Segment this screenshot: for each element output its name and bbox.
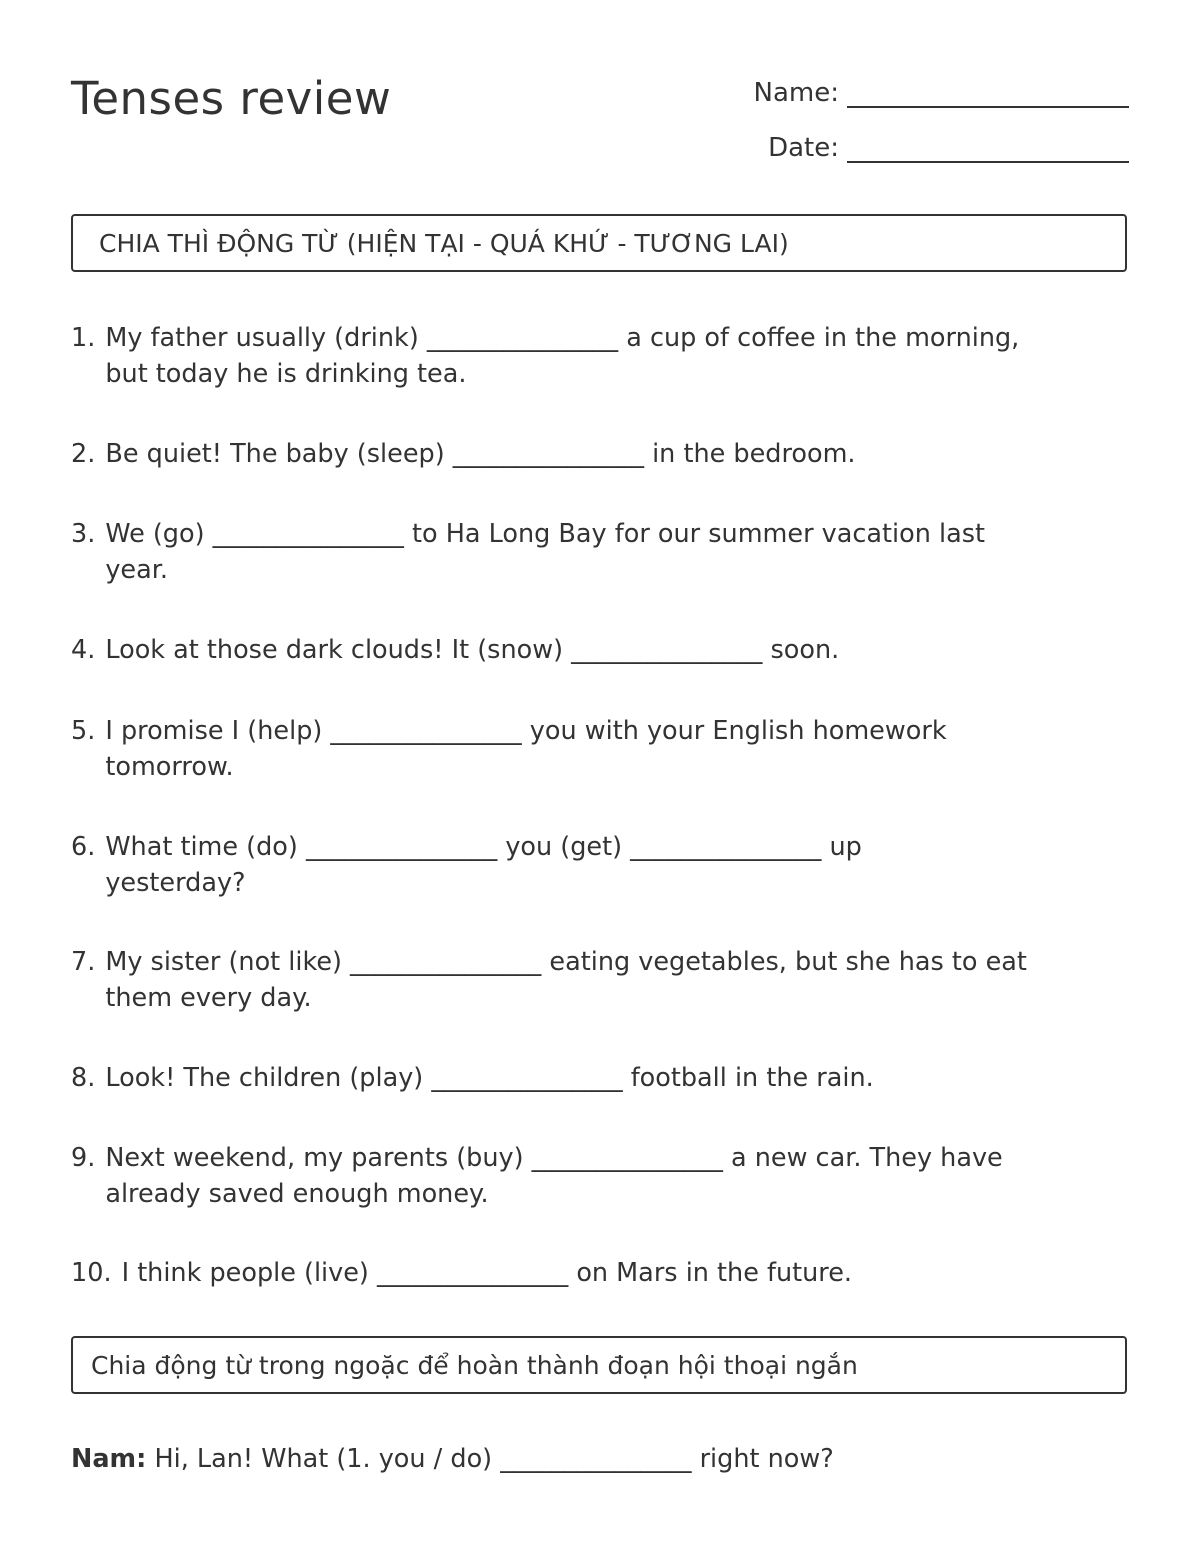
exercise-item-7 bbox=[71, 944, 1131, 1016]
exercise-item-1 bbox=[71, 320, 1131, 392]
exercise-item-10 bbox=[71, 1255, 1131, 1291]
item-number: 1. bbox=[71, 323, 96, 353]
item-text[interactable]: My father usually (drink) _______________ a cup of coffee in the morning, but today he is drinking tea. bbox=[105, 323, 1020, 389]
item-text[interactable]: I think people (live) _______________ on Mars in the future. bbox=[121, 1258, 853, 1288]
item-number: 8. bbox=[71, 1063, 96, 1093]
name-input-line[interactable] bbox=[847, 82, 1129, 108]
item-number: 5. bbox=[71, 716, 96, 746]
speaker-name: Nam: bbox=[71, 1444, 147, 1474]
date-input-line[interactable] bbox=[847, 137, 1129, 163]
item-number: 7. bbox=[71, 947, 96, 977]
exercise-item-3 bbox=[71, 516, 1131, 588]
item-text[interactable]: I promise I (help) _______________ you with your English homework tomorrow. bbox=[105, 716, 947, 782]
item-text[interactable]: My sister (not like) _______________ eating vegetables, but she has to eat them every day. bbox=[105, 947, 1027, 1013]
item-text[interactable]: Look! The children (play) _______________ football in the rain. bbox=[105, 1063, 874, 1093]
item-text[interactable]: Next weekend, my parents (buy) _______________ a new car. They have already saved enough money. bbox=[105, 1143, 1003, 1209]
section-1-heading: CHIA THÌ ĐỘNG TỪ (HIỆN TẠI - QUÁ KHỨ - TƯƠNG LAI) bbox=[99, 228, 789, 258]
item-text[interactable]: Look at those dark clouds! It (snow) _______________ soon. bbox=[105, 635, 840, 665]
date-label: Date: bbox=[768, 133, 839, 163]
date-field[interactable] bbox=[768, 133, 1129, 163]
page-title: Tenses review bbox=[71, 72, 392, 125]
item-number: 4. bbox=[71, 635, 96, 665]
exercise-item-2 bbox=[71, 436, 1131, 472]
section-1-heading-box bbox=[71, 214, 1127, 272]
dialog-line-1 bbox=[71, 1441, 834, 1477]
exercise-item-5 bbox=[71, 713, 1131, 785]
exercise-item-6 bbox=[71, 829, 1131, 901]
item-number: 6. bbox=[71, 832, 96, 862]
name-label: Name: bbox=[753, 78, 839, 108]
exercise-item-8 bbox=[71, 1060, 1131, 1096]
section-2-heading-box bbox=[71, 1336, 1127, 1394]
item-number: 2. bbox=[71, 439, 96, 469]
item-text[interactable]: Be quiet! The baby (sleep) _______________ in the bedroom. bbox=[105, 439, 856, 469]
item-text[interactable]: We (go) _______________ to Ha Long Bay for our summer vacation last year. bbox=[105, 519, 985, 585]
exercise-item-4 bbox=[71, 632, 1131, 668]
item-text[interactable]: What time (do) _______________ you (get) _______________ up yesterday? bbox=[105, 832, 862, 898]
item-number: 9. bbox=[71, 1143, 96, 1173]
section-2-heading: Chia động từ trong ngoặc để hoàn thành đoạn hội thoại ngắn bbox=[91, 1350, 858, 1380]
item-number: 3. bbox=[71, 519, 96, 549]
name-field[interactable] bbox=[754, 78, 1129, 108]
exercise-item-9 bbox=[71, 1140, 1131, 1212]
dialog-text[interactable]: Hi, Lan! What (1. you / do) _______________ right now? bbox=[154, 1444, 834, 1474]
item-number: 10. bbox=[71, 1258, 112, 1288]
